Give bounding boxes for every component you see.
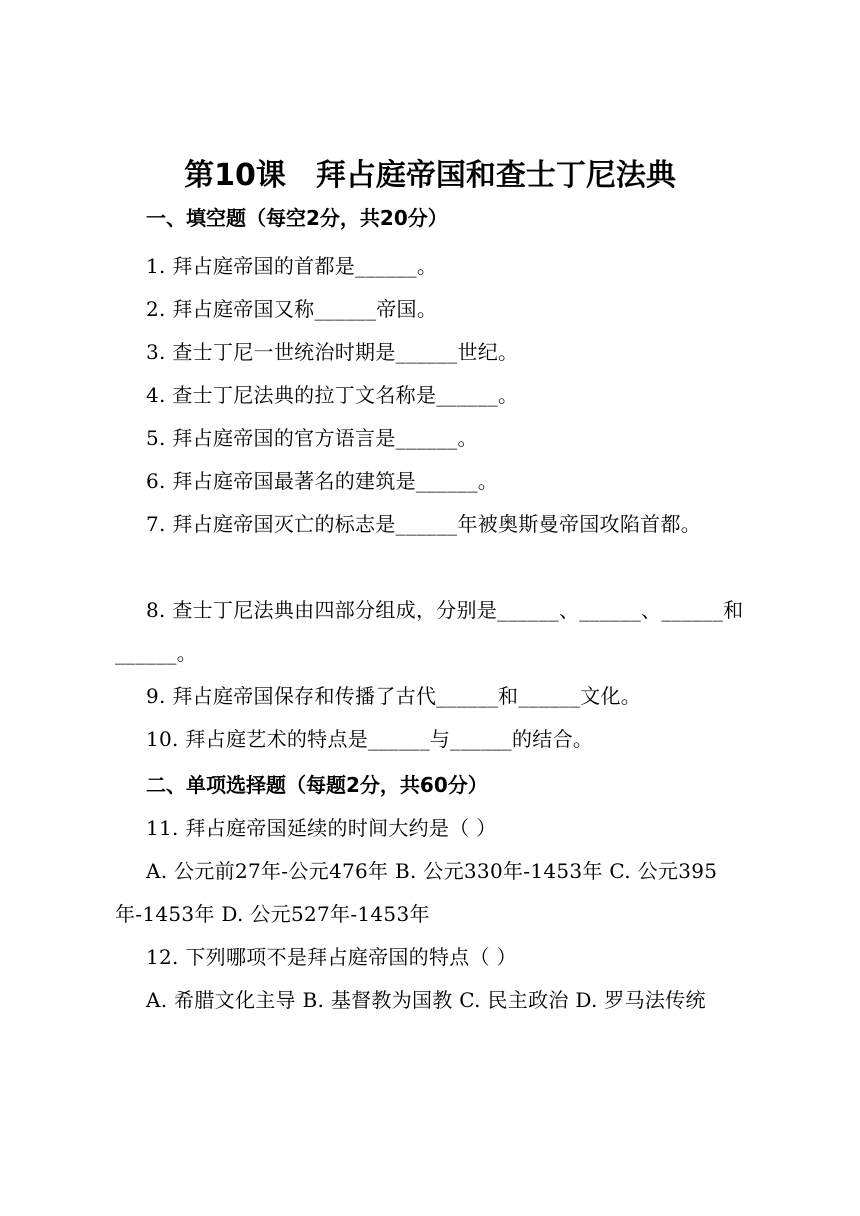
question-9: 9. 拜占庭帝国保存和传播了古代______和______文化。 — [146, 684, 642, 708]
question-12-options: A. 希腊文化主导 B. 基督教为国教 C. 民主政治 D. 罗马法传统 — [146, 988, 706, 1012]
section-heading-single-choice: 二、单项选择题（每题2分，共60分） — [146, 773, 488, 797]
question-11-stem: 11. 拜占庭帝国延续的时间大约是（ ） — [146, 816, 497, 840]
question-8: 8. 查士丁尼法典由四部分组成，分别是______、______、______和______。 — [115, 598, 744, 665]
question-11-options: A. 公元前27年-公元476年 B. 公元330年-1453年 C. 公元395年-1453年 D. 公元527年-1453年 — [115, 859, 718, 926]
question-4: 4. 查士丁尼法典的拉丁文名称是______。 — [146, 383, 519, 407]
question-2: 2. 拜占庭帝国又称______帝国。 — [146, 297, 438, 321]
page-title: 第10课 拜占庭帝国和查士丁尼法典 — [184, 158, 676, 193]
question-1: 1. 拜占庭帝国的首都是______。 — [146, 254, 438, 278]
question-12-stem: 12. 下列哪项不是拜占庭帝国的特点（ ） — [146, 945, 517, 969]
question-3: 3. 查士丁尼一世统治时期是______世纪。 — [146, 340, 519, 364]
question-6: 6. 拜占庭帝国最著名的建筑是______。 — [146, 469, 499, 493]
question-7: 7. 拜占庭帝国灭亡的标志是______年被奥斯曼帝国攻陷首都。 — [146, 512, 702, 536]
question-5: 5. 拜占庭帝国的官方语言是______。 — [146, 426, 478, 450]
question-10: 10. 拜占庭艺术的特点是______与______的结合。 — [146, 727, 594, 751]
section-heading-fill-in: 一、填空题（每空2分，共20分） — [146, 206, 448, 230]
